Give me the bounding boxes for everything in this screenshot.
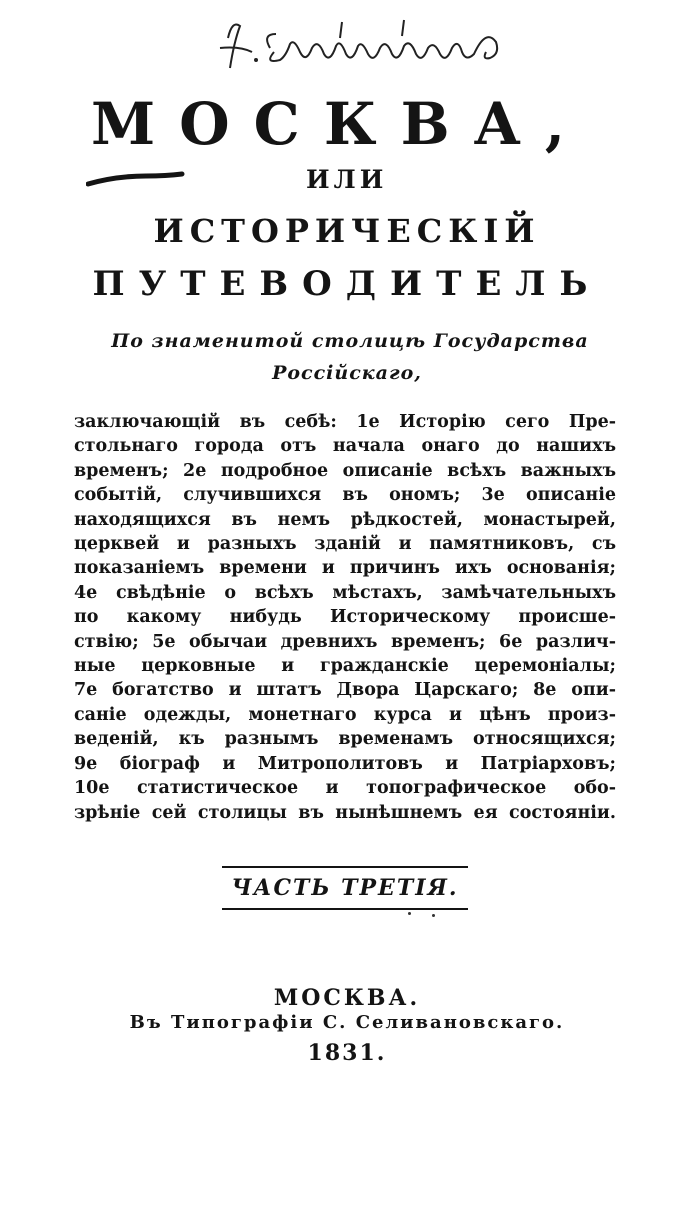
description-line: временъ; 2е подробное описаніе всѣхъ важныхъ bbox=[74, 460, 616, 481]
subtitle-capital: По знаменитой столицѣ Государства bbox=[111, 330, 589, 352]
subtitle-historical: ИСТОРИЧЕСКІЙ bbox=[153, 212, 541, 250]
subtitle-russian: Россійскаго, bbox=[272, 362, 422, 384]
description-line: находящихся въ немъ рѣдкостей, монастырей, bbox=[74, 509, 616, 530]
handwritten-signature bbox=[190, 8, 530, 78]
imprint-year: 1831. bbox=[307, 1040, 387, 1066]
description-line: показаніемъ времени и причинъ ихъ основанія; bbox=[74, 558, 616, 579]
description-line: зрѣніе сей столицы въ нынѣшнемъ ея состояніи. bbox=[74, 802, 616, 823]
ink-dash bbox=[86, 170, 186, 190]
part-heading-frame bbox=[222, 866, 468, 910]
description-line: 7е богатство и штатъ Двора Царскаго; 8е опи- bbox=[74, 680, 616, 701]
description-line: ные церковные и гражданскіе церемоніалы; bbox=[74, 656, 616, 677]
description-line: саніе одежды, монетнаго курса и цѣнъ произ- bbox=[74, 704, 616, 725]
description-line: по какому нибудь Историческому происше- bbox=[74, 607, 616, 628]
description-line: событій, случившихся въ ономъ; 3е описаніе bbox=[74, 485, 616, 506]
description-line: веденій, къ разнымъ временамъ относящихся; bbox=[74, 729, 616, 750]
ink-speck bbox=[432, 914, 435, 917]
description-line: заключающій въ себѣ: 1е Исторію сего Пре- bbox=[74, 412, 616, 432]
description-line: стольнаго города отъ начала онаго до нашихъ bbox=[74, 436, 616, 457]
subtitle-guide: ПУТЕВОДИТЕЛЬ bbox=[92, 264, 602, 304]
description-line: 10е статистическое и топографическое обо- bbox=[74, 778, 616, 799]
description-line: церквей и разныхъ зданій и памятниковъ, съ bbox=[74, 534, 616, 555]
imprint-city: МОСКВА. bbox=[273, 985, 421, 1011]
description-line: 4е свѣдѣніе о всѣхъ мѣстахъ, замѣчательныхъ bbox=[74, 582, 616, 603]
part-heading: ЧАСТЬ ТРЕТІЯ. bbox=[231, 875, 459, 901]
imprint-printer: Въ Типографіи С. Селивановскаго. bbox=[129, 1012, 565, 1033]
or-word: ИЛИ bbox=[306, 165, 388, 194]
book-title: МОСКВА, bbox=[90, 90, 590, 158]
description-line: 9е біограф и Митрополитовъ и Патріарховъ; bbox=[74, 753, 616, 774]
description-line: ствію; 5е обычаи древнихъ временъ; 6е различ- bbox=[74, 631, 616, 652]
contents-description bbox=[74, 410, 616, 825]
ink-speck bbox=[408, 912, 411, 915]
